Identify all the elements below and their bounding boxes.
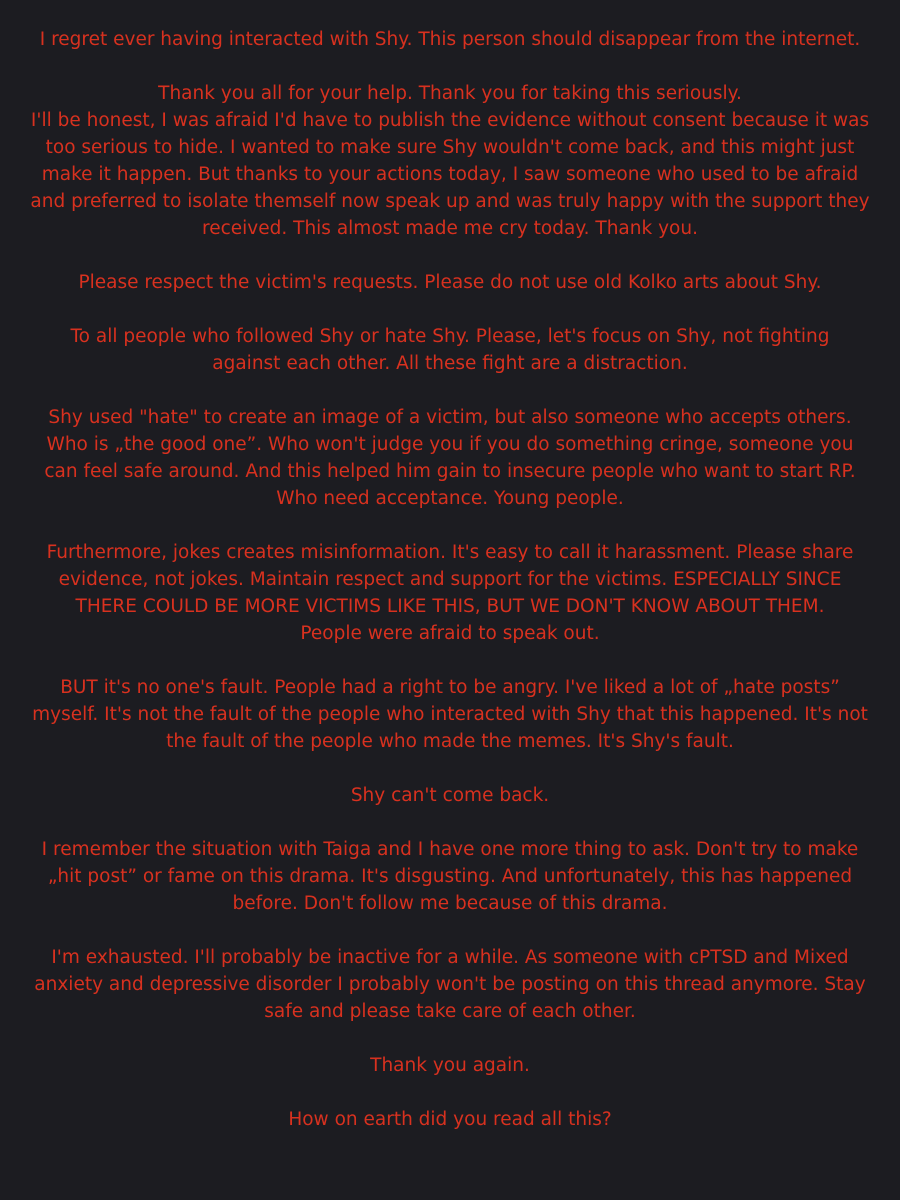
text-line: can feel safe around. And this helped him gain to insecure people who want to start RP. (44, 461, 856, 482)
paragraph-11 (14, 1052, 886, 1079)
text-line: To all people who followed Shy or hate Shy. Please, let's focus on Shy, not fighting (70, 326, 830, 347)
paragraph-10 (14, 944, 886, 1025)
text-line: THERE COULD BE MORE VICTIMS LIKE THIS, BUT WE DON'T KNOW ABOUT THEM. (75, 596, 825, 617)
text-line: before. Don't follow me because of this drama. (232, 893, 668, 914)
text-line: People were afraid to speak out. (300, 623, 600, 644)
text-line: Thank you all for your help. Thank you for taking this seriously. (158, 83, 742, 104)
text-line: Furthermore, jokes creates misinformation. It's easy to call it harassment. Please share (46, 542, 854, 563)
paragraph-8 (14, 782, 886, 809)
paragraph-4 (14, 323, 886, 377)
paragraph-1 (14, 26, 886, 53)
text-line: myself. It's not the fault of the people who interacted with Shy that this happened. It's not (32, 704, 868, 725)
paragraph-6 (14, 539, 886, 647)
text-line: against each other. All these fight are a distraction. (212, 353, 688, 374)
paragraph-3 (14, 269, 886, 296)
text-line: „hit post” or fame on this drama. It's disgusting. And unfortunately, this has happened (47, 866, 853, 887)
text-line: Please respect the victim's requests. Please do not use old Kolko arts about Shy. (78, 272, 822, 293)
paragraph-7 (14, 674, 886, 755)
text-line: Shy can't come back. (350, 785, 550, 806)
text-line: make it happen. But thanks to your actions today, I saw someone who used to be afraid (41, 164, 859, 185)
text-line: How on earth did you read all this? (288, 1109, 612, 1130)
text-line: I regret ever having interacted with Shy. This person should disappear from the internet. (39, 29, 861, 50)
text-line: I remember the situation with Taiga and I have one more thing to ask. Don't try to make (41, 839, 859, 860)
text-line: I'll be honest, I was afraid I'd have to publish the evidence without consent because it was (30, 110, 870, 131)
text-line: I'm exhausted. I'll probably be inactive for a while. As someone with cPTSD and Mixed (51, 947, 849, 968)
text-line: Who is „the good one”. Who won't judge you if you do something cringe, someone you (46, 434, 854, 455)
text-line: safe and please take care of each other. (264, 1001, 636, 1022)
text-line: Shy used "hate" to create an image of a victim, but also someone who accepts others. (48, 407, 852, 428)
text-line: the fault of the people who made the memes. It's Shy's fault. (166, 731, 734, 752)
paragraph-9 (14, 836, 886, 917)
text-line: Who need acceptance. Young people. (276, 488, 624, 509)
paragraph-12 (14, 1106, 886, 1133)
text-line: too serious to hide. I wanted to make sure Shy wouldn't come back, and this might just (45, 137, 855, 158)
text-line: evidence, not jokes. Maintain respect and support for the victims. ESPECIALLY SINCE (58, 569, 842, 590)
text-line: and preferred to isolate themself now speak up and was truly happy with the support they (30, 191, 870, 212)
text-line: Thank you again. (370, 1055, 530, 1076)
paragraph-5 (14, 404, 886, 512)
text-line: received. This almost made me cry today. Thank you. (202, 218, 698, 239)
paragraph-2 (14, 80, 886, 242)
text-line: anxiety and depressive disorder I probably won't be posting on this thread anymore. Stay (34, 974, 866, 995)
text-line: BUT it's no one's fault. People had a right to be angry. I've liked a lot of „hate posts” (60, 677, 840, 698)
